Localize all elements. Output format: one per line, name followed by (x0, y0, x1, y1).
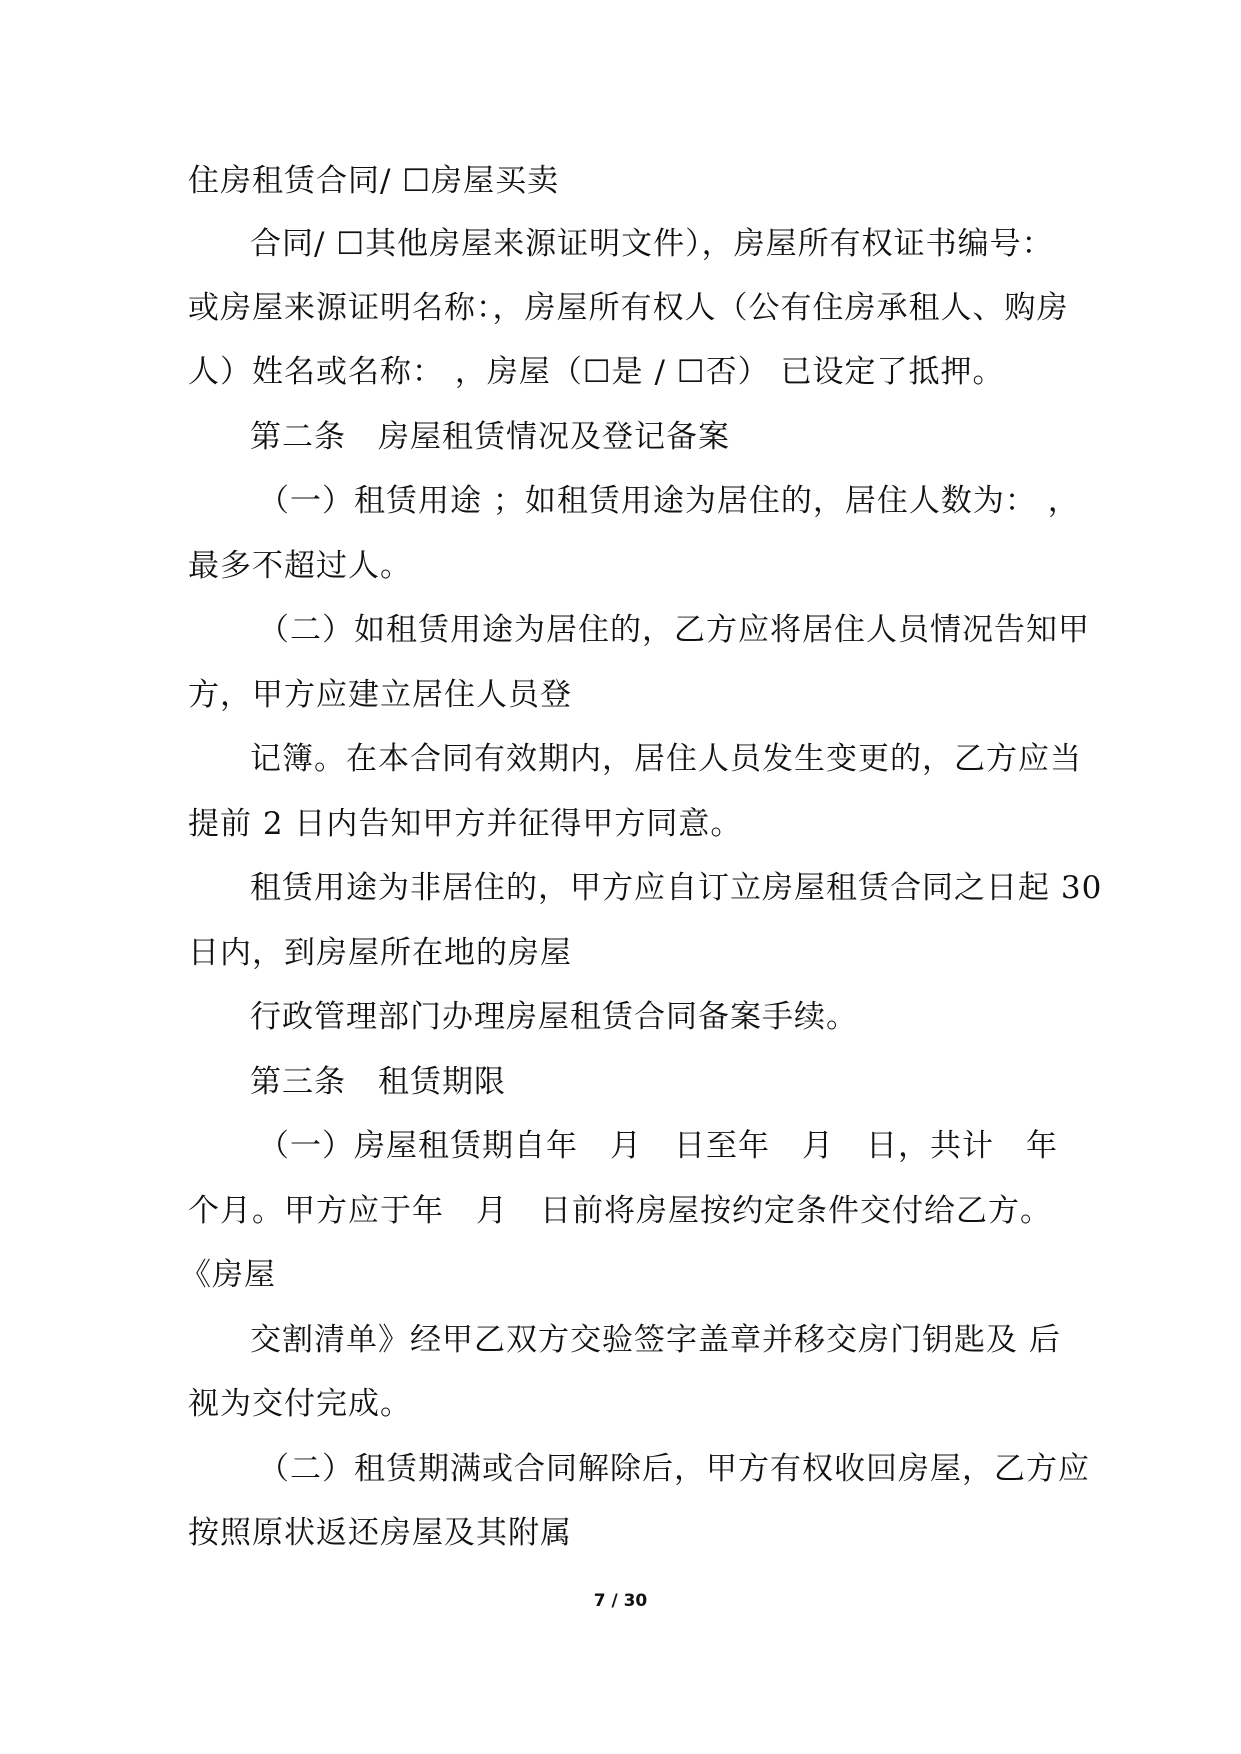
text-line: 交割清单》经甲乙双方交验签字盖章并移交房门钥匙及 后 (250, 1322, 1061, 1358)
text-line: 租赁用途为非居住的，甲方应自订立房屋租赁合同之日起 30 (250, 870, 1103, 906)
text-line: 合同/ ☐其他房屋来源证明文件），房屋所有权证书编号： (250, 226, 1054, 262)
text-line: 最多不超过人。 (188, 548, 412, 584)
text-line: 人）姓名或名称： ，房屋（☐是 / ☐否） 已设定了抵押。 (188, 354, 1005, 390)
text-line: 住房租赁合同/ ☐房屋买卖 (188, 163, 560, 199)
text-line: （一）租赁用途 ；如租赁用途为居住的，居住人数为： ， (258, 483, 1080, 519)
text-line: （一）房屋租赁期自年 月 日至年 月 日，共计 年 (258, 1128, 1058, 1164)
text-line: 日内，到房屋所在地的房屋 (188, 935, 572, 971)
page-number: 7 / 30 (593, 1591, 648, 1611)
text-line: （二）如租赁用途为居住的，乙方应将居住人员情况告知甲 (258, 612, 1090, 648)
text-line: 行政管理部门办理房屋租赁合同备案手续。 (250, 999, 858, 1035)
text-line: 《房屋 (180, 1257, 276, 1293)
text-line: 按照原状返还房屋及其附属 (188, 1515, 572, 1551)
section-heading: 第三条 租赁期限 (250, 1064, 506, 1100)
text-line: 视为交付完成。 (188, 1386, 412, 1422)
text-line: （二）租赁期满或合同解除后，甲方有权收回房屋，乙方应 (258, 1451, 1090, 1487)
text-line: 个月。甲方应于年 月 日前将房屋按约定条件交付给乙方。 (188, 1193, 1052, 1229)
text-line: 记簿。在本合同有效期内，居住人员发生变更的，乙方应当 (250, 741, 1082, 777)
text-line: 或房屋来源证明名称：，房屋所有权人（公有住房承租人、购房 (188, 290, 1069, 326)
section-heading: 第二条 房屋租赁情况及登记备案 (250, 419, 730, 455)
text-line: 提前 2 日内告知甲方并征得甲方同意。 (188, 806, 743, 842)
text-line: 方，甲方应建立居住人员登 (188, 677, 572, 713)
